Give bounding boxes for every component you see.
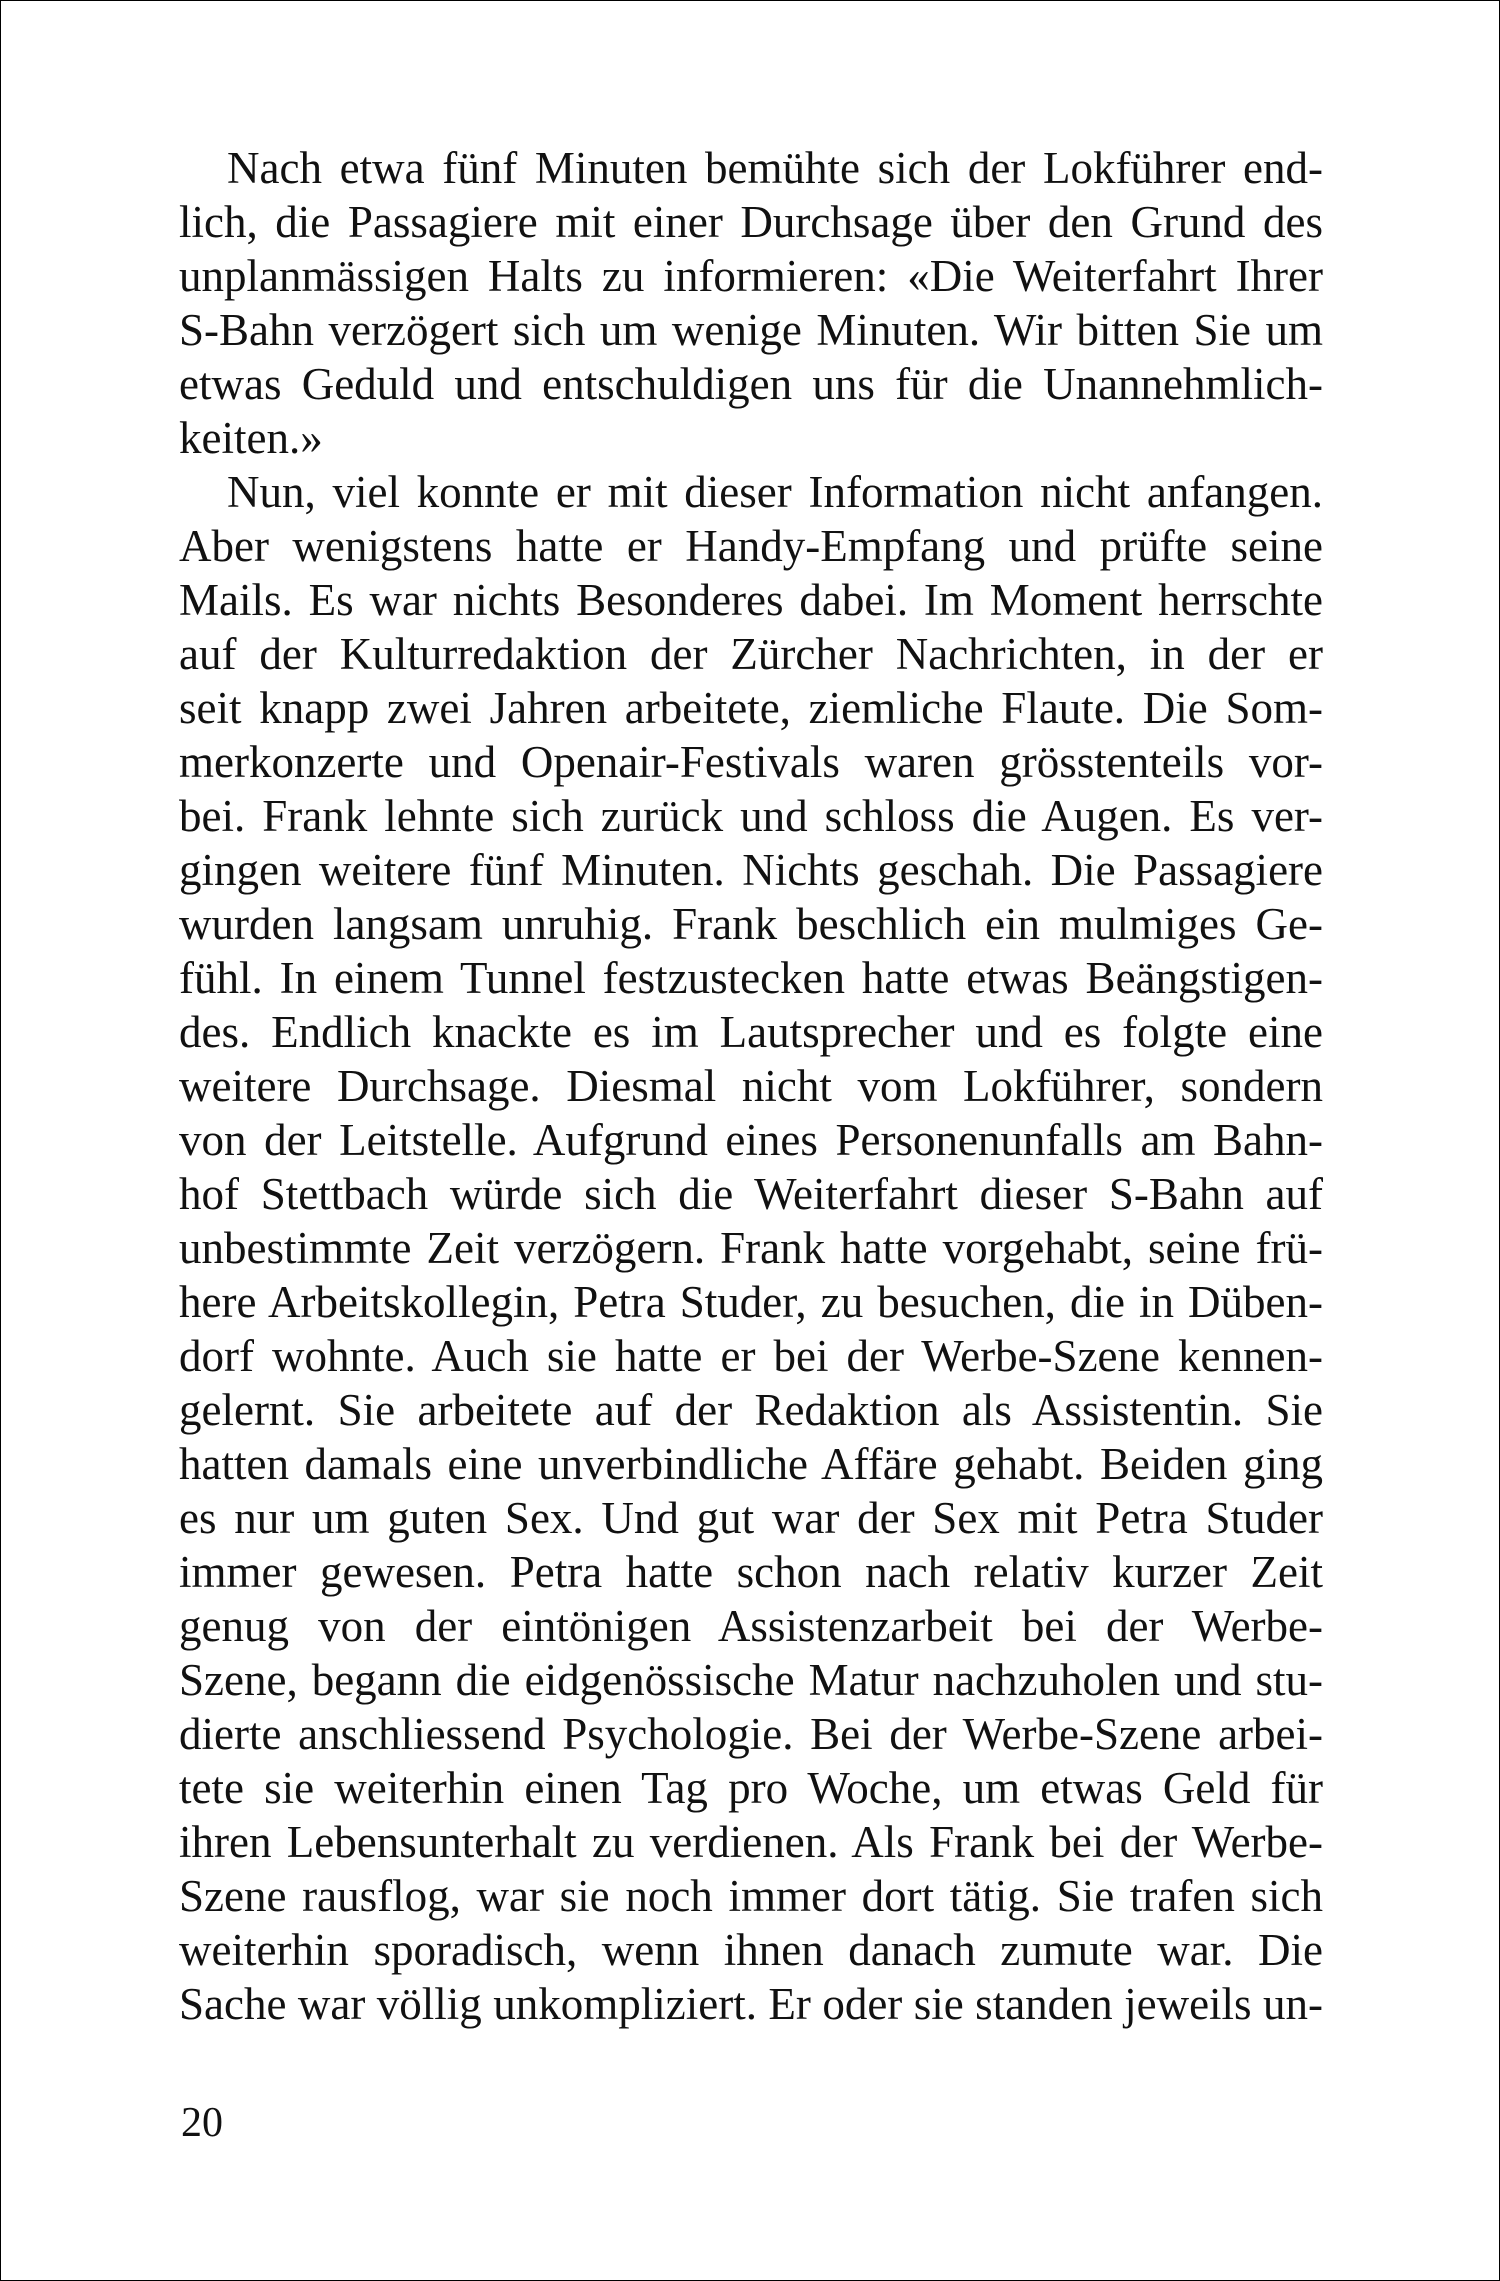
text-line: Sache war völlig unkompliziert. Er oder sie standen jeweils un- <box>179 1979 1323 2029</box>
text-line: von der Leitstelle. Aufgrund eines Personenunfalls am Bahn- <box>179 1115 1323 1165</box>
text-line: des. Endlich knackte es im Lautsprecher und es folgte eine <box>179 1007 1323 1057</box>
text-line: bei. Frank lehnte sich zurück und schloss die Augen. Es ver- <box>179 791 1323 841</box>
text-line: ihren Lebensunterhalt zu verdienen. Als Frank bei der Werbe- <box>179 1817 1323 1867</box>
text-line: immer gewesen. Petra hatte schon nach relativ kurzer Zeit <box>179 1547 1323 1597</box>
body-text <box>179 141 1323 2139</box>
text-line: here Arbeitskollegin, Petra Studer, zu besuchen, die in Düben- <box>179 1277 1323 1327</box>
text-line: lich, die Passagiere mit einer Durchsage über den Grund des <box>179 197 1323 247</box>
text-line: merkonzerte und Openair-Festivals waren grösstenteils vor- <box>179 737 1323 787</box>
text-line: Szene rausflog, war sie noch immer dort tätig. Sie trafen sich <box>179 1871 1323 1921</box>
text-line: Nun, viel konnte er mit dieser Information nicht anfangen. <box>227 467 1323 517</box>
text-line: dorf wohnte. Auch sie hatte er bei der Werbe-Szene kennen- <box>179 1331 1323 1381</box>
text-line: Szene, begann die eidgenössische Matur nachzuholen und stu- <box>179 1655 1323 1705</box>
text-line: Aber wenigstens hatte er Handy-Empfang und prüfte seine <box>179 521 1323 571</box>
text-line: weitere Durchsage. Diesmal nicht vom Lokführer, sondern <box>179 1061 1323 1111</box>
text-line: hof Stettbach würde sich die Weiterfahrt dieser S-Bahn auf <box>179 1169 1323 1219</box>
text-line: es nur um guten Sex. Und gut war der Sex mit Petra Studer <box>179 1493 1323 1543</box>
text-line: Mails. Es war nichts Besonderes dabei. Im Moment herrschte <box>179 575 1323 625</box>
text-line <box>179 2085 1323 2139</box>
text-line: unplanmässigen Halts zu informieren: «Die Weiterfahrt Ihrer <box>179 251 1323 301</box>
text-line: weiterhin sporadisch, wenn ihnen danach zumute war. Die <box>179 1925 1323 1975</box>
text-line: fühl. In einem Tunnel festzustecken hatte etwas Beängstigen- <box>179 953 1323 1003</box>
page-number: 20 <box>181 2100 223 2146</box>
text-line: gelernt. Sie arbeitete auf der Redaktion als Assistentin. Sie <box>179 1385 1323 1435</box>
text-line: keiten.» <box>179 413 323 463</box>
text-line: etwas Geduld und entschuldigen uns für die Unannehmlich- <box>179 359 1323 409</box>
text-line: genug von der eintönigen Assistenzarbeit bei der Werbe- <box>179 1601 1323 1651</box>
text-line: unbestimmte Zeit verzögern. Frank hatte vorgehabt, seine frü- <box>179 1223 1323 1273</box>
text-line: seit knapp zwei Jahren arbeitete, ziemliche Flaute. Die Som- <box>179 683 1323 733</box>
text-line: S-Bahn verzögert sich um wenige Minuten. Wir bitten Sie um <box>179 305 1323 355</box>
text-line: hatten damals eine unverbindliche Affäre gehabt. Beiden ging <box>179 1439 1323 1489</box>
text-line: wurden langsam unruhig. Frank beschlich ein mulmiges Ge- <box>179 899 1323 949</box>
text-line <box>179 2031 1323 2085</box>
text-line: gingen weitere fünf Minuten. Nichts geschah. Die Passagiere <box>179 845 1323 895</box>
text-line: Nach etwa fünf Minuten bemühte sich der Lokführer end- <box>227 143 1323 193</box>
text-line: auf der Kulturredaktion der Zürcher Nachrichten, in der er <box>179 629 1323 679</box>
text-line: tete sie weiterhin einen Tag pro Woche, um etwas Geld für <box>179 1763 1323 1813</box>
text-line: dierte anschliessend Psychologie. Bei der Werbe-Szene arbei- <box>179 1709 1323 1759</box>
